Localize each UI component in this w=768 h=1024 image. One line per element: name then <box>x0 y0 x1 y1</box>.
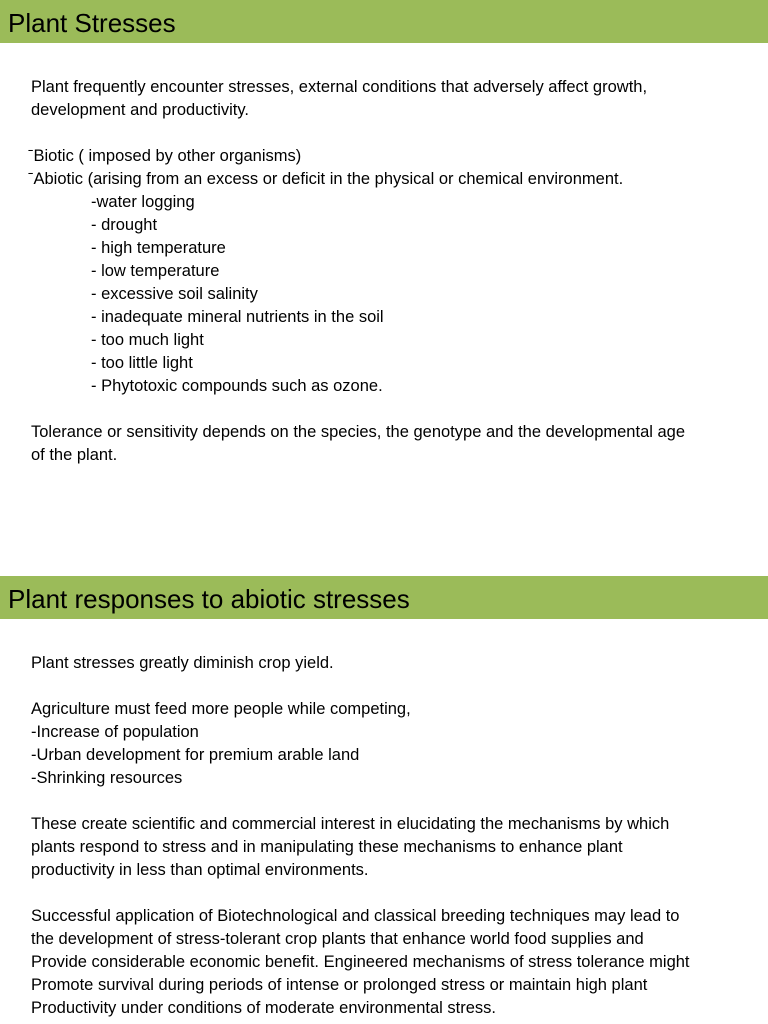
list-item: - excessive soil salinity <box>91 285 258 303</box>
list-item: -Urban development for premium arable land <box>31 746 360 764</box>
paragraph-line: Plant stresses greatly diminish crop yield. <box>31 654 334 672</box>
list-item: - inadequate mineral nutrients in the soil <box>91 308 384 326</box>
list-item: -water logging <box>91 193 195 211</box>
paragraph-line: Promote survival during periods of intense or prolonged stress or maintain high plant <box>31 976 648 994</box>
paragraph-line: Successful application of Biotechnological and classical breeding techniques may lead to <box>31 907 680 925</box>
list-item: - Phytotoxic compounds such as ozone. <box>91 377 383 395</box>
title-bar <box>0 0 768 43</box>
paragraph-line: productivity in less than optimal environments. <box>31 861 369 879</box>
paragraph-line: Provide considerable economic benefit. Engineered mechanisms of stress tolerance might <box>31 953 690 971</box>
slide-title: Plant responses to abiotic stresses <box>8 584 410 614</box>
paragraph-line: Tolerance or sensitivity depends on the species, the genotype and the developmental age <box>31 423 686 441</box>
paragraph-line: the development of stress-tolerant crop plants that enhance world food supplies and <box>31 930 644 948</box>
list-item: - high temperature <box>91 239 226 257</box>
paragraph-line: development and productivity. <box>31 101 249 119</box>
paragraph-line: of the plant. <box>31 446 118 464</box>
slide-title: Plant Stresses <box>8 8 176 38</box>
paragraph-line: plants respond to stress and in manipulating these mechanisms to enhance plant <box>31 838 623 856</box>
slide-1-body <box>28 76 741 467</box>
list-item: -Shrinking resources <box>31 769 183 787</box>
list-item: - low temperature <box>91 262 220 280</box>
paragraph-line: Agriculture must feed more people while competing, <box>31 700 411 718</box>
bullet-item-abiotic: ˉAbiotic (arising from an excess or deficit in the physical or chemical environment. <box>28 170 624 188</box>
paragraph-line: Plant frequently encounter stresses, external conditions that adversely affect growth, <box>31 78 648 96</box>
paragraph-line: Productivity under conditions of moderate environmental stress. <box>31 999 496 1017</box>
list-item: - too much light <box>91 331 204 349</box>
paragraph-line: These create scientific and commercial interest in elucidating the mechanisms by which <box>31 815 670 833</box>
bullet-item-biotic: ˉBiotic ( imposed by other organisms) <box>28 147 302 165</box>
title-bar <box>0 576 768 619</box>
list-item: -Increase of population <box>31 723 199 741</box>
slide-2-body <box>31 652 741 1020</box>
list-item: - too little light <box>91 354 193 372</box>
list-item: - drought <box>91 216 158 234</box>
